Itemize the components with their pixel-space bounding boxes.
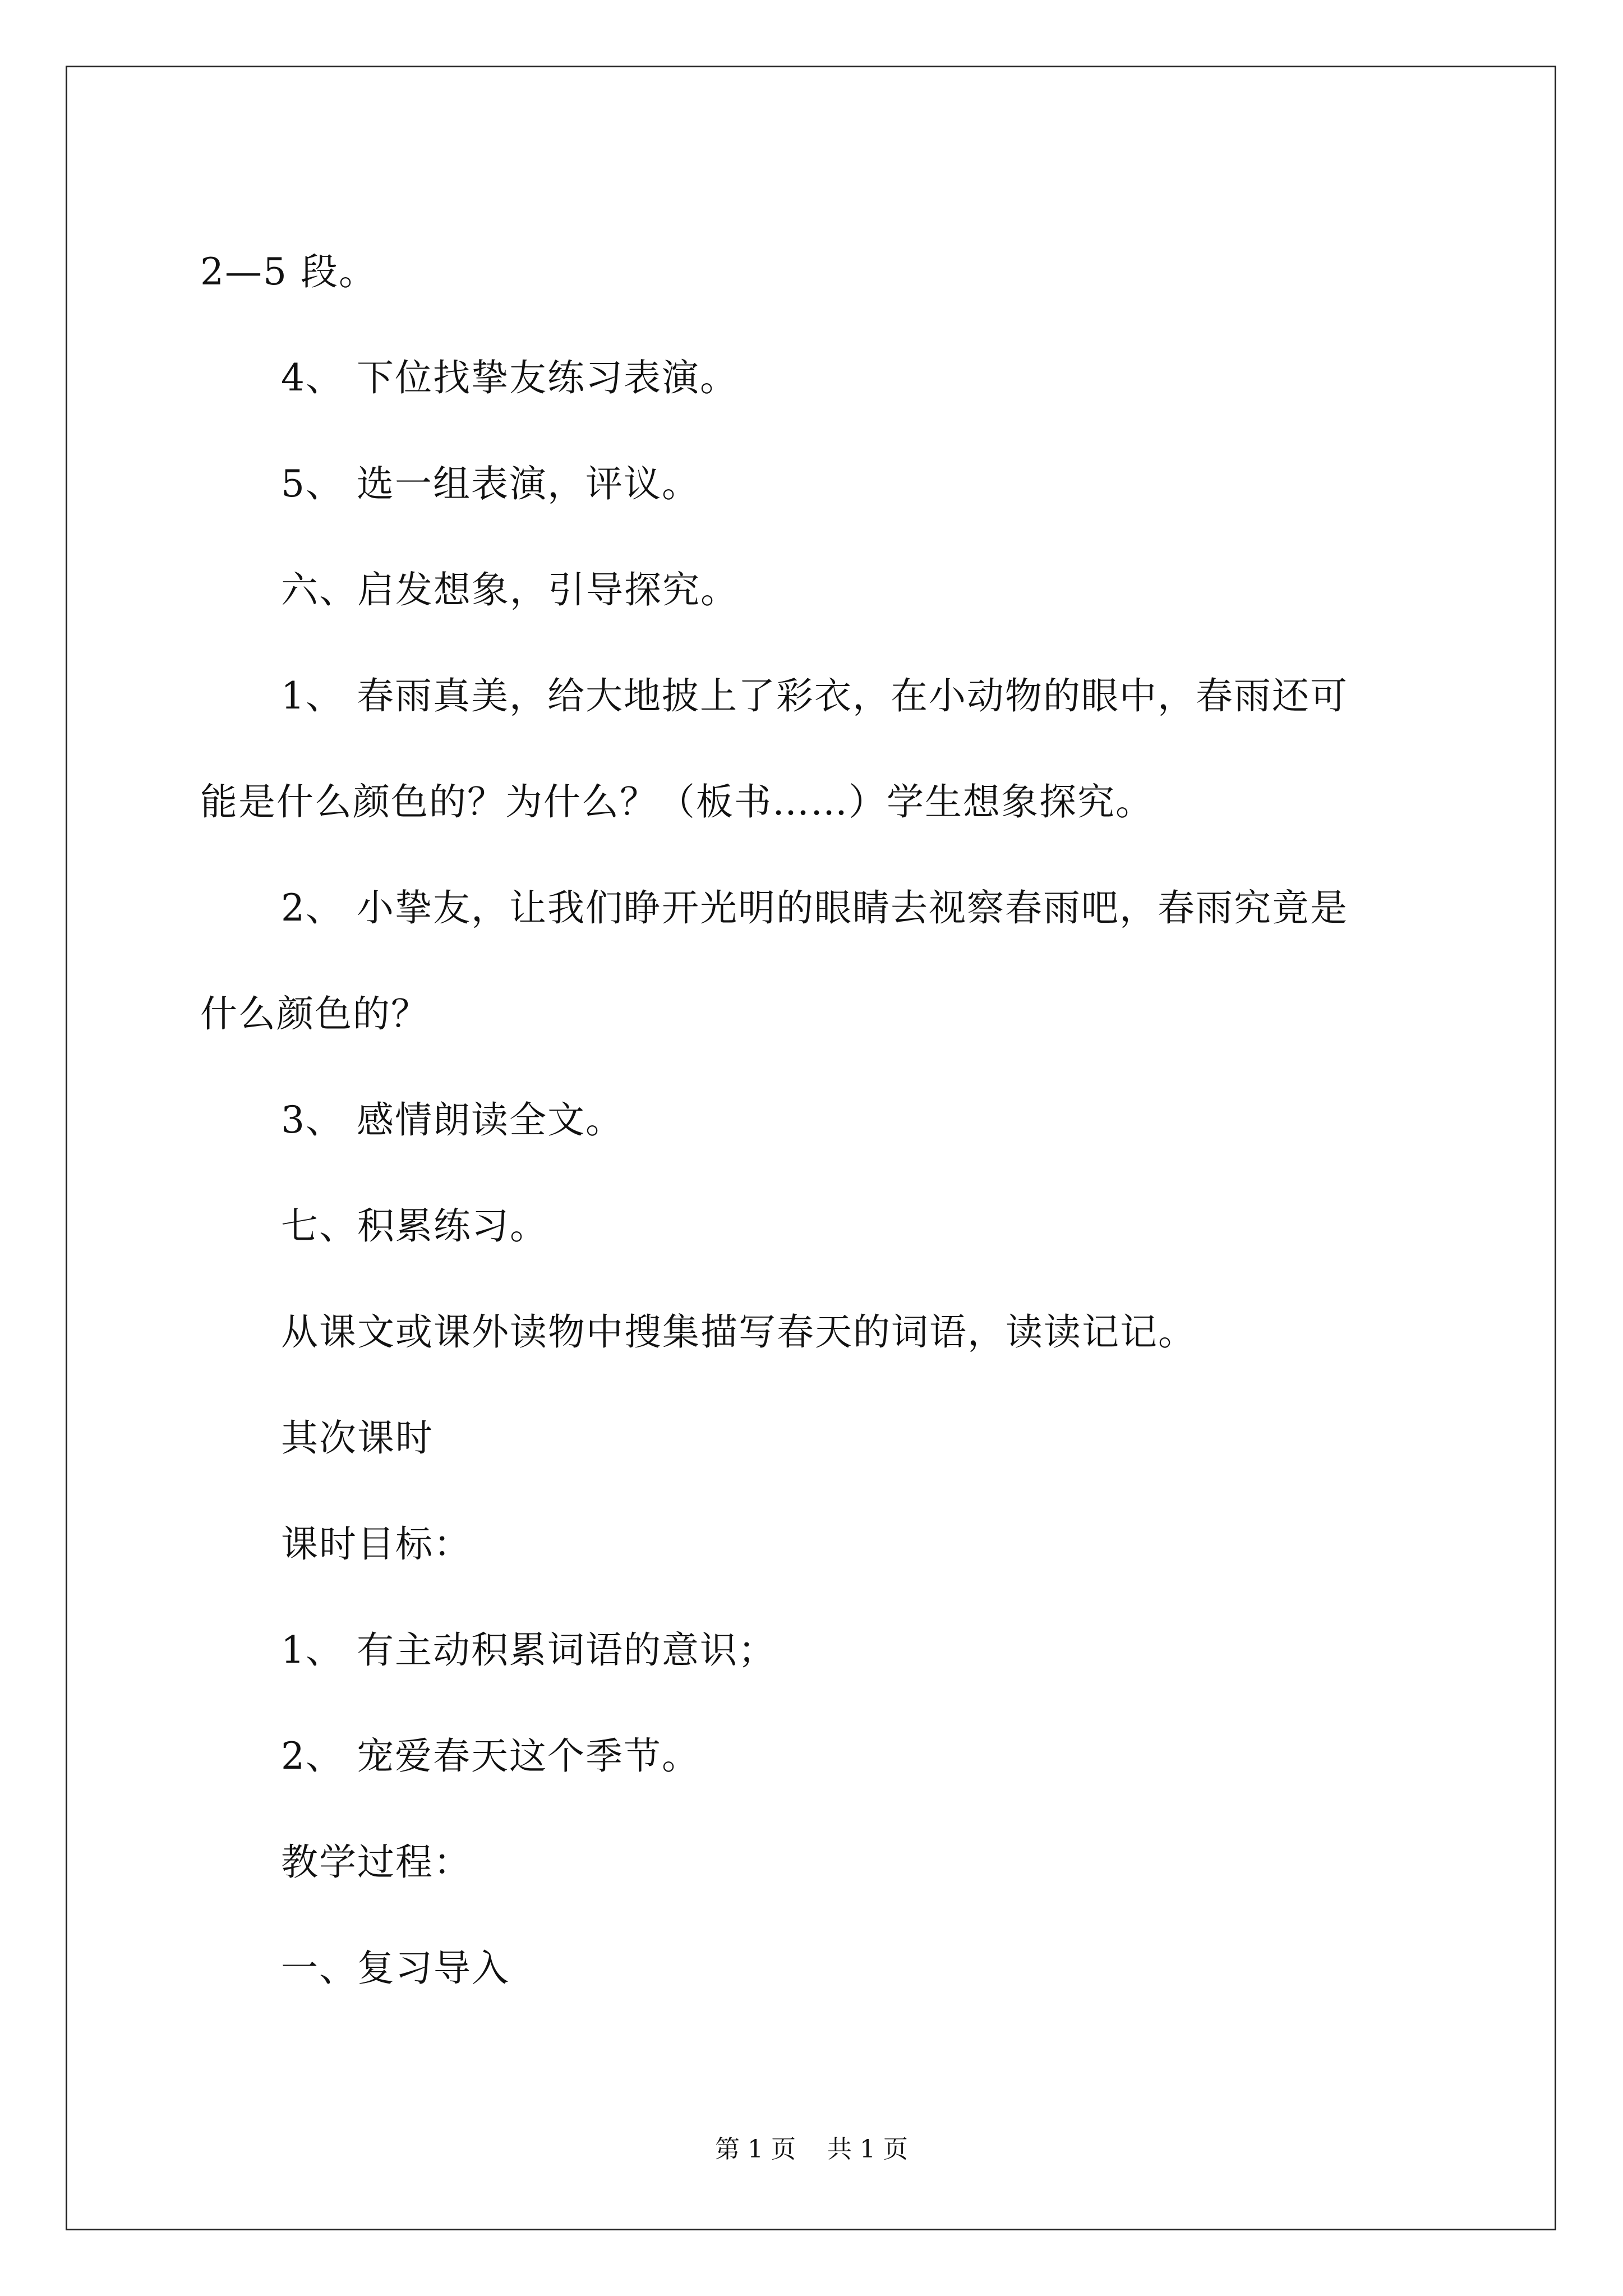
text-line: 什么颜色的？: [200, 992, 429, 1036]
document-body: [200, 219, 1434, 2021]
section-heading: 六、启发想象，引导探究。: [281, 568, 739, 611]
text-line: 教学过程：: [281, 1841, 472, 1884]
section-heading: 其次课时: [281, 1416, 434, 1460]
text-line: 从课文或课外读物中搜集描写春天的词语，读读记记。: [281, 1310, 1196, 1354]
text-line: 2—5 段。: [200, 250, 377, 293]
text-line: 2、 小挚友，让我们睁开光明的眼睛去视察春雨吧，春雨究竟是: [281, 886, 1348, 930]
text-line: 1、 春雨真美，给大地披上了彩衣，在小动物的眼中，春雨还可: [281, 674, 1348, 717]
section-heading: 一、复习导入: [281, 1947, 510, 1990]
text-line: 能是什么颜色的？为什么？（板书……）学生想象探究。: [200, 780, 1154, 823]
text-line: 5、 选一组表演，评议。: [281, 462, 700, 505]
text-line: 3、 感情朗读全文。: [281, 1098, 624, 1142]
section-heading: 七、积累练习。: [281, 1204, 548, 1248]
text-line: 1、 有主动积累词语的意识；: [281, 1628, 776, 1672]
text-line: 4、 下位找挚友练习表演。: [281, 356, 738, 399]
text-line: 课时目标：: [281, 1522, 472, 1566]
text-line: 2、 宠爱春天这个季节。: [281, 1734, 700, 1778]
page-footer: 第 1 页 共 1 页: [715, 2135, 908, 2164]
